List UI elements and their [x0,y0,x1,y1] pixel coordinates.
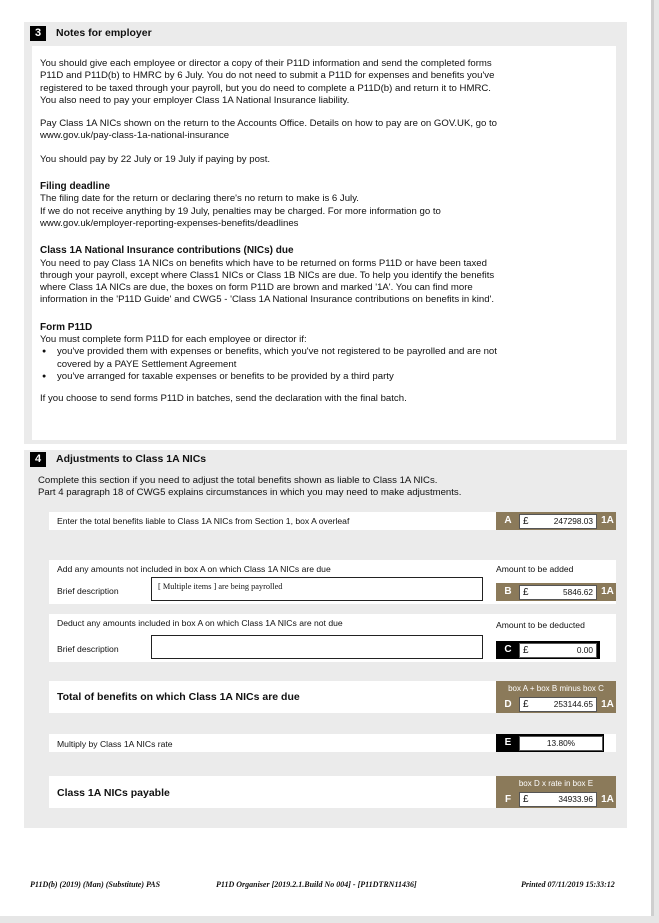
row-b-suffix: 1A [601,586,614,597]
footer-form-id: P11D(b) (2019) (Man) (Substitute) PAS [30,880,161,889]
bullet-1-line-2: covered by a PAYE Settlement Agreement [57,358,237,370]
row-b-desc-label: Brief description [57,586,119,596]
intro-line-1: You should give each employee or director a copy of their P11D information and send the completed forms [40,58,492,69]
class1a-line-4: information in the 'P11D Guide' and CWG5 - 'Class 1A National Insurance contributions on benefits in kind'. [40,294,495,306]
filing-line-3: www.gov.uk/employer-reporting-expenses-benefits/deadlines [40,217,299,229]
row-d-letter: D [504,699,512,710]
section-3-number: 3 [30,26,46,41]
row-c-value-field[interactable] [519,643,597,658]
class1a-heading: Class 1A National Insurance contributions (NICs) due [40,245,294,257]
row-c-letter: C [504,644,512,655]
s4-intro-line-1: Complete this section if you need to adjust the total benefits shown as liable to Class 1A NICs. [38,475,438,486]
page-edge-bottom [0,916,659,923]
filing-line-2: If we do not receive anything by 19 July, penalties may be charged. For more information go to [40,205,441,217]
bullet-1-line-1: you've provided them with expenses or benefits, which you've not registered to be payrolled and are not [57,346,497,358]
row-d-caption: box A + box B minus box C [508,684,604,693]
pay-line-2: www.gov.uk/pay-class-1a-national-insurance [40,130,230,142]
row-f-value: 34933.96 [558,794,593,804]
footer-printed: Printed 07/11/2019 15:33:12 [521,880,615,889]
row-a-label: Enter the total benefits liable to Class 1A NICs from Section 1, box A overleaf [57,516,350,526]
batches-note: If you choose to send forms P11D in batches, send the declaration with the final batch. [40,393,407,405]
row-c-currency: £ [523,645,529,656]
intro-line-2: P11D and P11D(b) to HMRC by 6 July. You do not need to submit a P11D for expenses and benefits you've [40,70,495,82]
row-a-suffix: 1A [601,515,614,526]
section-3-title: Notes for employer [56,27,152,39]
row-b-value-field[interactable] [519,585,597,600]
intro-line-4: You also need to pay your employer Class 1A National Insurance liability. [40,94,350,106]
form-heading: Form P11D [40,321,93,333]
row-d-value-field[interactable] [519,697,597,712]
row-a-value-field[interactable] [519,514,597,529]
form-text: You must complete form P11D for each employee or director if: [40,334,307,346]
row-e-value-field[interactable] [519,736,603,751]
row-e-value: 13.80% [546,738,576,748]
row-d-suffix: 1A [601,699,614,710]
intro-line-3: registered to be taxed through your payroll, but you do need to complete a P11D(b) and return it to HMRC. [40,82,491,94]
bullet-2: ● you've arranged for taxable expenses or benefits to be provided by a third party [40,371,610,383]
row-b-currency: £ [523,587,529,598]
row-b-caption: Amount to be added [496,564,574,574]
row-c-description-field[interactable] [151,635,483,659]
row-a-currency: £ [523,516,529,527]
row-c-value: 0.00 [576,645,593,655]
footer-software: P11D Organiser [2019.2.1.Build No 004] - [P11DTRN11436] [216,880,417,889]
row-f-suffix: 1A [601,794,614,805]
filing-line-1: The filing date for the return or declaring there's no return to make is 6 July. [40,193,359,205]
class1a-line-3: where Class 1A NICs are due, the boxes on form P11D are brown and marked '1A'. You can find more [40,282,473,294]
pay-by: You should pay by 22 July or 19 July if paying by post. [40,153,271,165]
page-edge-right-shadow [654,0,659,923]
class1a-line-2: through your payroll, except where Class1 NICs or Class 1B NICs are due. To help you identify the benefits [40,269,495,281]
class1a-line-1: You need to pay Class 1A NICs on benefits which have to be returned on forms P11D or have been taxed [40,257,487,269]
row-c-label: Deduct any amounts included in box A on which Class 1A NICs are not due [57,618,343,628]
s4-intro-line-2: Part 4 paragraph 18 of CWG5 explains circumstances in which you may need to make adjustments. [38,487,462,499]
pay-line-1: Pay Class 1A NICs shown on the return to the Accounts Office. Details on how to pay are on GOV.UK, go to [40,118,498,130]
row-f-currency: £ [523,794,529,805]
section-4-number: 4 [30,452,46,467]
row-c-caption: Amount to be deducted [496,620,585,630]
row-b-letter: B [504,586,512,597]
filing-heading: Filing deadline [40,181,111,193]
row-d-currency: £ [523,699,529,710]
section-4-title: Adjustments to Class 1A NICs [56,453,207,465]
row-b-value: 5846.62 [563,587,593,597]
row-b-description-field[interactable]: [ Multiple items ] are being payrolled [151,577,483,601]
section-4-intro [38,475,608,500]
row-c-desc-label: Brief description [57,644,119,654]
bullet-1 [40,346,610,371]
section-3-text [40,58,610,406]
row-a-letter: A [504,515,512,526]
row-e-label: Multiply by Class 1A NICs rate [57,739,173,749]
row-d-label: Total of benefits on which Class 1A NICs are due [57,691,300,703]
row-f-value-field[interactable] [519,792,597,807]
row-f-letter: F [504,794,512,805]
row-b-label: Add any amounts not included in box A on which Class 1A NICs are due [57,564,331,574]
row-e-letter: E [504,737,512,748]
row-f-label: Class 1A NICs payable [57,787,170,799]
row-f-caption: box D x rate in box E [518,779,594,788]
row-d-value: 253144.65 [553,699,593,709]
row-a-value: 247298.03 [553,516,593,526]
form-bullets [40,346,610,383]
